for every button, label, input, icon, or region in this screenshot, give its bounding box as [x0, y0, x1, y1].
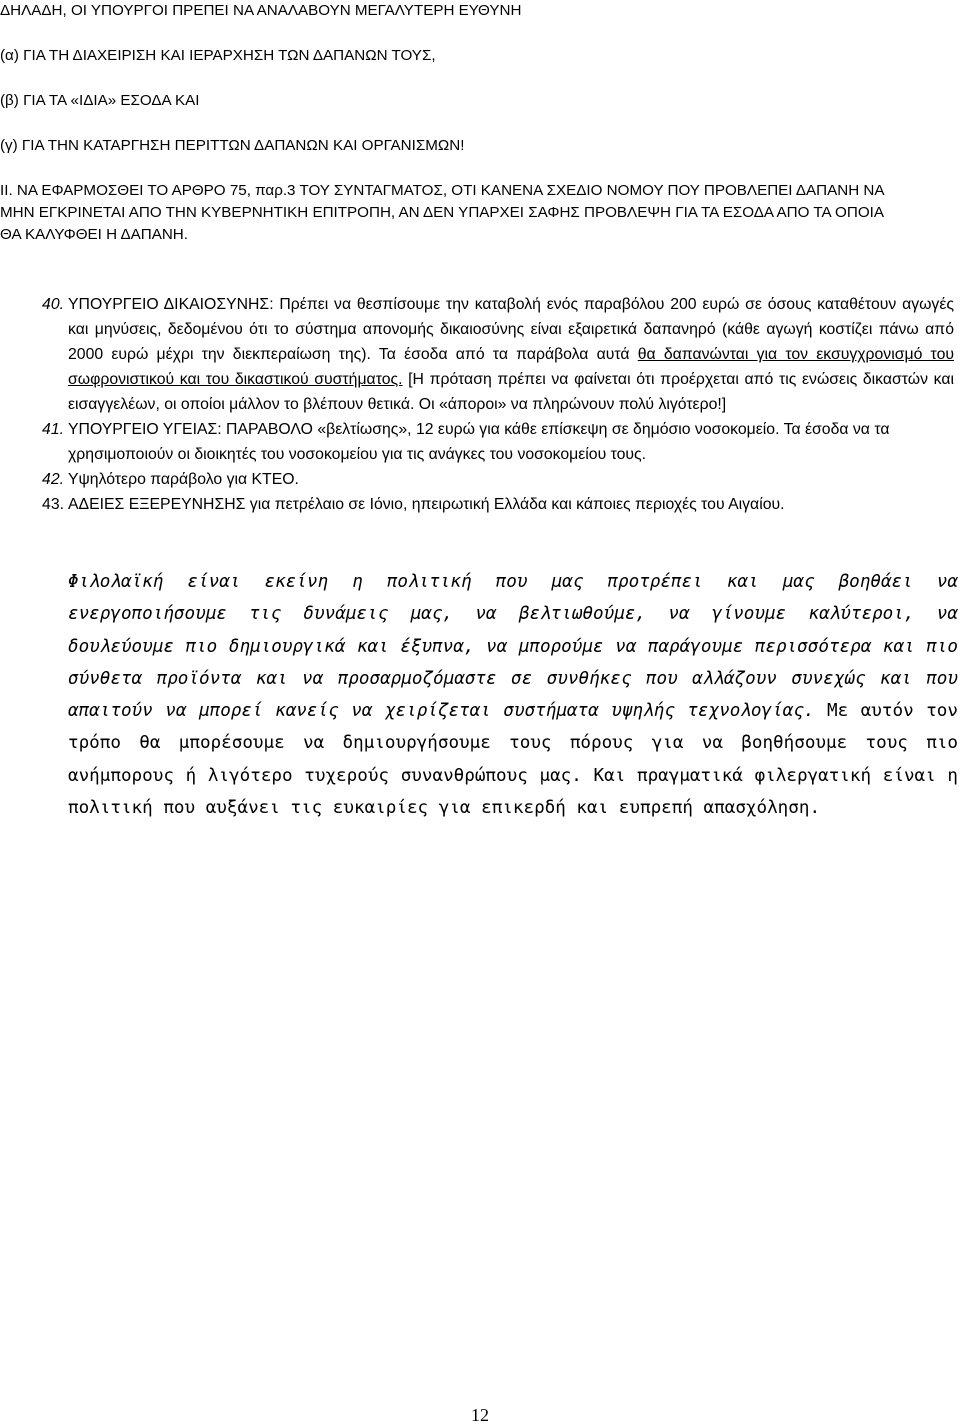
quote-paragraph: [68, 566, 958, 824]
item-text-underlined: θα δαπανώνται για τον εκσυγχρονισμό του σωφρονιστικού και του δικαστικού συστήματος.: [68, 346, 954, 388]
item-text: ΥΠΟΥΡΓΕΙΟ ΥΓΕΙΑΣ: ΠΑΡΑΒΟΛΟ «βελτίωσης», 12 ευρώ για κάθε επίσκεψη σε δημόσιο νοσοκομείο. Τα έσοδα να τα χρησιμοποιούν οι διοικητές του νοσοκομείου για τις ανάγκες του νοσοκομείου τους.: [68, 421, 890, 463]
item-text: ΑΔΕΙΕΣ ΕΞΕΡΕΥΝΗΣΗΣ για πετρέλαιο σε Ιόνιο, ηπειρωτική Ελλάδα και κάποιες περιοχές του Αιγαίου.: [68, 496, 785, 513]
item-40: [42, 292, 954, 417]
section-ii-line-1: ΙΙ. ΝΑ ΕΦΑΡΜΟΣΘΕΙ ΤΟ ΑΡΘΡΟ 75, παρ.3 ΤΟΥ ΣΥΝΤΑΓΜΑΤΟΣ, ΟΤΙ ΚΑΝΕΝΑ ΣΧΕΔΙΟ ΝΟΜΟΥ ΠΟΥ ΠΡΟΒΛΕΠΕΙ ΔΑΠΑΝΗ ΝΑ: [0, 182, 885, 199]
numbered-items: [42, 292, 954, 517]
item-number: 40.: [42, 296, 64, 313]
item-43: [42, 492, 954, 517]
page-number: 12: [471, 1405, 489, 1425]
item-number: 41.: [42, 421, 64, 438]
section-ii-line-3: ΘΑ ΚΑΛΥΦΘΕΙ Η ΔΑΠΑΝΗ.: [0, 226, 188, 243]
item-42: [42, 467, 954, 492]
item-41: [42, 417, 954, 467]
section-ii-line-2: ΜΗΝ ΕΓΚΡΙΝΕΤΑΙ ΑΠΟ ΤΗΝ ΚΥΒΕΡΝΗΤΙΚΗ ΕΠΙΤΡΟΠΗ, ΑΝ ΔΕΝ ΥΠΑΡΧΕΙ ΣΑΦΗΣ ΠΡΟΒΛΕΨΗ ΓΙΑ ΤΑ ΕΣΟΔΑ ΑΠΟ ΤΑ ΟΠΟΙΑ: [0, 204, 884, 221]
item-number: 43.: [42, 496, 64, 513]
heading-line: ΔΗΛΑΔΗ, ΟΙ ΥΠΟΥΡΓΟΙ ΠΡΕΠΕΙ ΝΑ ΑΝΑΛΑΒΟΥΝ ΜΕΓΑΛΥΤΕΡΗ ΕΥΘΥΝΗ: [0, 2, 522, 19]
item-text: ΥΠΟΥΡΓΕΙΟ ΔΙΚΑΙΟΣΥΝΗΣ: Πρέπει να θεσπίσουμε την καταβολή ενός παραβόλου 200 ευρώ σε όσους καταθέτουν αγωγές και μηνύσεις, δεδομένου ότι το σύστημα απονομής δικαιοσύνης είναι εξαιρετικά δαπανηρό (κάθε αγωγή κοστίζει πάνω από 2000 ευρώ μέχρι την διεκπεραίωση της). Τα έσοδα από τα παράβολα αυτά: [68, 296, 954, 363]
item-text-bracket: [Η πρόταση πρέπει να φαίνεται ότι προέρχεται από τις ενώσεις δικαστών και εισαγγελέων, οι οποίοι μάλλον το βλέπουν θετικά. Οι «άποροι» να πληρώνουν πολύ λιγότερο!]: [68, 371, 954, 413]
upper-section: [0, 0, 958, 246]
quote-italic: Φιλολαϊκή είναι εκείνη η πολιτική που μας προτρέπει και μας βοηθάει να ενεργοποιήσουμε τις δυνάμεις μας, να βελτιωθούμε, να γίνουμε καλύτεροι, να δουλεύουμε πιο δημιουργικά και έξυπνα, να μπορούμε να παράγουμε περισσότερα και πιο σύνθετα προϊόντα και να προσαρμοζόμαστε σε συνθήκες που αλλάζουν συνεχώς και που απαιτούν να μπορεί κανείς να χειρίζεται συστήματα υψηλής τεχνολογίας.: [68, 572, 958, 722]
item-text: Υψηλότερο παράβολο για ΚΤΕΟ.: [68, 471, 299, 488]
list-line-c: (γ) ΓΙΑ ΤΗΝ ΚΑΤΑΡΓΗΣΗ ΠΕΡΙΤΤΩΝ ΔΑΠΑΝΩΝ ΚΑΙ ΟΡΓΑΝΙΣΜΩΝ!: [0, 137, 465, 154]
quote-regular: Με αυτόν τον τρόπο θα μπορέσουμε να δημιουργήσουμε τους πόρους για να βοηθήσουμε τους πιο ανήμπορους ή λιγότερο τυχερούς συνανθρώπους μας. Και πραγματικά φιλεργατική είναι η πολιτική που αυξάνει τις ευκαιρίες για επικερδή και ευπρεπή απασχόληση.: [68, 701, 958, 819]
list-line-b: (β) ΓΙΑ ΤΑ «ΙΔΙΑ» ΕΣΟΔΑ ΚΑΙ: [0, 92, 200, 109]
item-number: 42.: [42, 471, 64, 488]
list-line-a: (α) ΓΙΑ ΤΗ ΔΙΑΧΕΙΡΙΣΗ ΚΑΙ ΙΕΡΑΡΧΗΣΗ ΤΩΝ ΔΑΠΑΝΩΝ ΤΟΥΣ,: [0, 47, 436, 64]
